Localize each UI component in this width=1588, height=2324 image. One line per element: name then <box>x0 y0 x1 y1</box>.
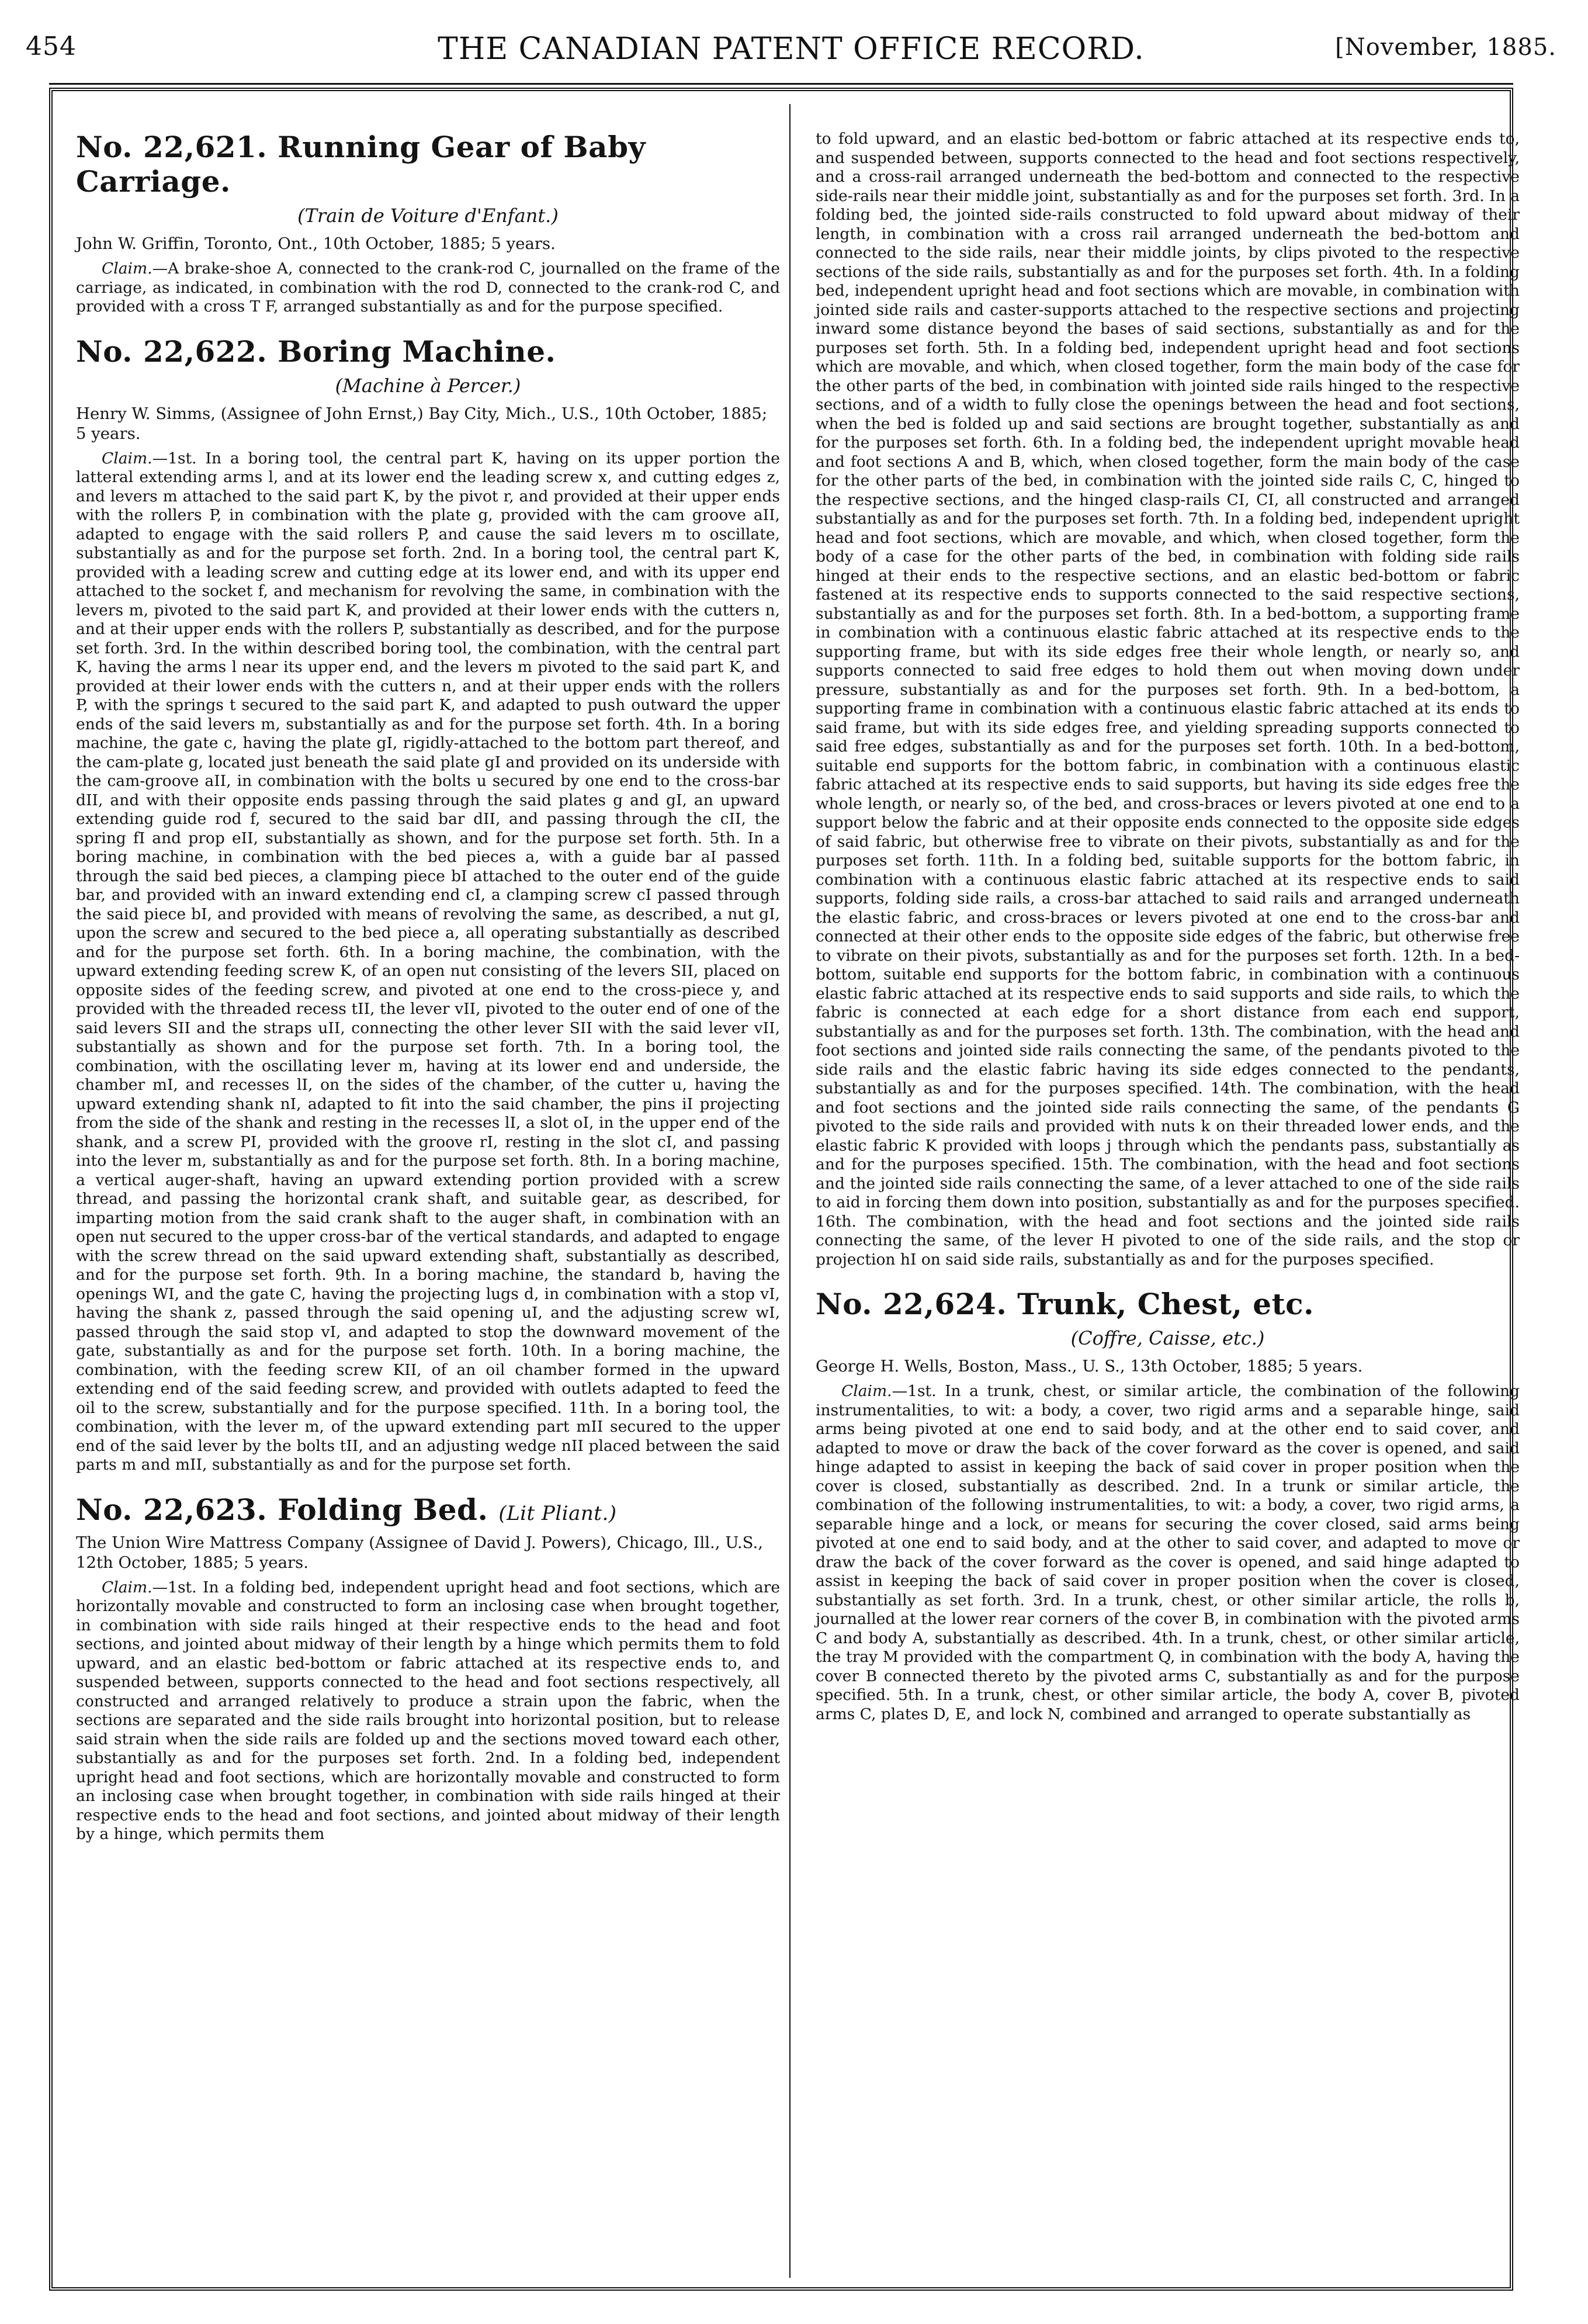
inventor-line: George H. Wells, Boston, Mass., U. S., 13th October, 1885; 5 years. <box>816 1357 1363 1376</box>
claim-continuation: to fold upward, and an elastic bed-bottom or fabric attached at its respective ends to, and suspended between, supports connected to the head and foot sections respectively, and a cross-rail arranged underneath the bed-bottom and connected to the respective side-rails near their middle joint, substantially as and for the purposes set forth. 3rd. In a folding bed, the jointed side-rails constructed to fold upward about midway of their length, in combination with a cross rail arranged underneath the bed-bottom and connected to the side rails, near their middle joints, by clips pivoted to the respective sections of the side rails, substantially as and for the purposes set forth. 4th. In a folding bed, independent upright head and foot sections which are movable, in combination with jointed side rails and caster-supports attached to the respective sections and projecting inward some distance beyond the bases of said sections, substantially as and for the purposes set forth. 5th. In a folding bed, independent upright head and foot sections which are movable, and which, when closed together, form the main body of the case for the other parts of the bed, in combination with jointed side rails hinged to the respective sections, and of a width to fully close the openings between the head and foot sections, when the bed is folded up and said sections are brought together, substantially as and for the purposes set forth. 6th. In a folding bed, the independent upright movable head and foot sections A and B, which, when closed together, form the main body of the case for the other parts of the bed, in combination with the jointed side rails C, C, hinged to the respective sections, and the hinged clasp-rails CI, CI, all constructed and arranged substantially as and for the purposes set forth. 7th. In a folding bed, independent upright head and foot sections, which are movable, and which, when closed together, form the body of a case for the other parts of the bed, in combination with folding side rails hinged at their ends to the respective sections, and an elastic bed-bottom or fabric fastened at its respective ends to supports connected to the said respective sections, substantially as and for the purposes set forth. 8th. In a bed-bottom, a supporting frame in combination with a continuous elastic fabric attached at its respective ends to the supporting frame, but with its side edges free their whole length, or nearly so, and supports connected to said free edges to hold them out when moving down under pressure, substantially as and for the purposes set forth. 9th. In a bed-bottom, a supporting frame in combination with a continuous elastic fabric attached at its ends to said frame, but with its side edges free, and yielding spreading supports connected to said free edges, substantially as and for the purposes set forth. 10th. In a bed-bottom, suitable end supports for the bottom fabric, in combination with a continuous elastic fabric attached at its respective ends to said supports, but having its side edges free the whole length, or nearly so, of the bed, and cross-braces or levers pivoted at one end to a support below the fabric and at their opposite ends connected to the opposite side edges of said fabric, but otherwise free to vibrate on their pivots, substantially as and for the purposes set forth. 11th. In a folding bed, suitable supports for the bottom fabric, in combination with a continuous elastic fabric attached at its respective ends to said supports, folding side rails, a cross-bar attached to said rails and arranged underneath the elastic fabric, and cross-braces or levers pivoted at one end to the cross-bar and connected at their other ends to the opposite side edges of the fabric, but otherwise free to vibrate on their pivots, substantially as and for the purposes set forth. 12th. In a bed-bottom, suitable end supports for the bottom fabric, in combination with a continuous elastic fabric attached at its respective ends to said supports and side rails, to which the fabric is connected at each edge for a short distance from each end support, substantially as and for the purposes set forth. 13th. The combination, with the head and foot sections and jointed side rails connecting the same, of the pendants pivoted to the side rails and the elastic fabric having its side edges connected to the pendants, substantially as and for the purposes specified. 14th. The combination, with the head and foot sections and the jointed side rails connecting the same, of the pendants G pivoted to the side rails and provided with nuts k on their threaded lower ends, and the elastic fabric K provided with loops j through which the pendants pass, substantially as and for the purposes specified. 15th. The combination, with the head and foot sections and the jointed side rails connecting the same, of a lever attached to one of the side rails to aid in forcing them down into position, substantially as and for the purposes specified. 16th. The combination, with the head and foot sections and the jointed side rails connecting the same, of the lever H pivoted to one of the side rails, and the stop or projection hI on said side rails, substantially as and for the purposes specified. <box>816 130 1520 1269</box>
patent-heading <box>76 1492 780 1527</box>
claim-body: —1st. In a boring tool, the central part K, having on its upper portion the latteral extending arms l, and at its lower end the leading screw x, and cutting edges z, and levers m attached to the said part K, by the pivot r, and provided at their upper ends with the rollers P, in combination with the plate g, provided with the cam groove aII, adapted to engage with the said rollers P, and cause the said levers m to oscillate, substantially as and for the purpose set forth. 2nd. In a boring tool, the central part K, provided with a leading screw and cutting edge at its lower end, and with its upper end attached to the socket f, and mechanism for revolving the same, in combination with the levers m, pivoted to the said part K, and provided at their lower ends with the cutters n, and at their upper ends with the rollers P, substantially as described, and for the purpose set forth. 3rd. In the within described boring tool, the combination, with the central part K, having the arms l near its upper end, and the levers m pivoted to the said part K, and provided at their lower ends with the cutters n, and at their upper ends with the rollers P, with the springs t secured to the said part K, and adapted to push outward the upper ends of the said levers m, substantially as and for the purpose set forth. 4th. In a boring machine, the gate c, having the plate gI, rigidly-attached to the bottom part thereof, and the cam-plate g, located just beneath the said plate gI and provided on its underside with the cam-groove aII, in combination with the bolts u secured by one end to the cross-bar dII, and with their opposite ends passing through the said plates g and gI, an upward extending guide rod f, secured to the said bar dII, and passing through the cII, the spring fI and prop eII, substantially as shown, and for the purpose set forth. 5th. In a boring machine, in combination with the bed pieces a, with a guide bar aI passed through the said bed pieces, a clamping piece bI attached to the outer end of the guide bar, and provided with an inward extending end cI, a clamping screw cI passed through the said piece bI, and provided with means of revolving the same, as described, a nut gI, upon the screw and secured to the bed piece a, all operating substantially as described and for the purpose set forth. 6th. In a boring machine, the combination, with the upward extending feeding screw K, of an open nut consisting of the levers SII, placed on opposite sides of the feeding screw, and pivoted at one end to the cross-piece y, and provided with the threaded recess tII, the lever vII, pivoted to the outer end of one of the said levers SII and the straps uII, connecting the other lever SII with the said lever vII, substantially as shown and for the purpose set forth. 7th. In a boring tool, the combination, with the oscillating lever m, having at its lower end and underside, the chamber mI, and recesses lI, on the sides of the chamber, of the cutter u, having the upward extending shank nI, adapted to fit into the said chamber, the pins iI projecting from the side of the shank and resting in the recesses lI, a slot oI, in the upper end of the shank, and a screw PI, provided with the groove rI, resting in the slot cI, and passing into the lever m, substantially as and for the purpose set forth. 8th. In a boring machine, a vertical auger-shaft, having an upward extending portion provided with a screw thread, and passing the horizontal crank shaft, and suitable gear, as described, for imparting motion from the said crank shaft to the auger shaft, in combination with an open nut secured to the upper cross-bar of the vertical standards, and adapted to engage with the screw thread on the said upward extending shaft, substantially as described, and for the purpose set forth. 9th. In a boring machine, the standard b, having the openings WI, and the gate C, having the projecting lugs d, in combination with a stop vI, having the shank z, passed through the said opening uI, and the adjusting screw wI, passed through the said stop vI, and adapted to stop the downward movement of the gate, substantially as and for the purpose set forth. 10th. In a boring machine, the combination, with the feeding screw KII, of an oil chamber formed in the upward extending end of the said feeding screw, and provided with outlets adapted to feed the oil to the screw, substantially and for the purpose specified. 11th. In a boring tool, the combination, with the lever m, of the upward extending part mII secured to the upper end of the said lever by the bolts tII, and an adjusting wedge nII placed between the said parts m and mII, substantially as and for the purpose set forth. <box>76 449 780 1474</box>
claim-text <box>816 1382 1520 1724</box>
header-rule <box>49 83 1513 85</box>
page-number: 454 <box>26 32 77 61</box>
claim-label: Claim. <box>841 1382 892 1400</box>
right-column <box>816 130 1520 1741</box>
inventor-line: John W. Griffin, Toronto, Ont., 10th October, 1885; 5 years. <box>76 234 556 253</box>
claim-label: Claim. <box>102 259 152 278</box>
claim-body: —1st. In a trunk, chest, or similar article, the combination of the following instrumentalities, to wit: a body, a cover, two rigid arms and a separable hinge, said arms being pivoted at one end to said body, and at the other end to said cover, and adapted to move or draw the back of the cover forward as the cover is opened, and said hinge adapted to assist in keeping the back of said cover in proper position when the cover is closed, substantially as described. 2nd. In a trunk or similar article, the combination of the following instrumentalities, to wit: a body, a cover, two rigid arms, a separable hinge and a lock, or means for securing the cover closed, said arms being pivoted at one end to said body, and at the other to said cover, and adapted to move or draw the back of the cover forward as the cover is opened, and said hinge adapted to assist in keeping the back of said cover in proper position when the cover is closed, substantially as set forth. 3rd. In a trunk, chest, or other similar article, the rolls b, journalled at the lower rear corners of the cover B, in combination with the pivoted arms C and body A, substantially as described. 4th. In a trunk, chest, or other similar article, the tray M provided with the compartment Q, in combination with the body A, having the cover B connected thereto by the pivoted arms C, substantially as and for the purpose specified. 5th. In a trunk, chest, or other similar article, the body A, cover B, pivoted arms C, plates D, E, and lock N, combined and arranged to operate substantially as <box>816 1382 1520 1723</box>
patent-heading: No. 22,624. Trunk, Chest, etc. <box>816 1287 1315 1321</box>
issue-date: [November, 1885. <box>1335 34 1556 61</box>
patent-entry-22624 <box>816 1287 1520 1724</box>
claim-text <box>76 259 780 317</box>
patent-heading: No. 22,622. Boring Machine. <box>76 334 556 369</box>
column-divider <box>789 104 790 2278</box>
patent-entry-22622 <box>76 334 780 1475</box>
claim-text <box>76 1578 780 1844</box>
claim-text <box>76 449 780 1475</box>
french-title: (Machine à Percer.) <box>335 374 521 397</box>
patent-entry-22621 <box>76 130 780 317</box>
inventor-line: The Union Wire Mattress Company (Assignee of David J. Powers), Chicago, Ill., U.S., 12th October, 1885; 5 years. <box>76 1533 764 1572</box>
patent-entry-22623 <box>76 1492 780 1844</box>
running-header <box>26 27 1556 68</box>
french-title: (Coffre, Caisse, etc.) <box>1070 1327 1265 1349</box>
claim-label: Claim. <box>102 1578 152 1596</box>
french-title-inline: (Lit Pliant.) <box>498 1501 617 1525</box>
patent-heading: No. 22,621. Running Gear of Baby Carriage. <box>76 130 646 199</box>
french-title: (Train de Voiture d'Enfant.) <box>297 205 559 227</box>
left-column <box>76 130 780 1862</box>
claim-label: Claim. <box>102 449 152 467</box>
inventor-line: Henry W. Simms, (Assignee of John Ernst,) Bay City, Mich., U.S., 10th October, 1885; 5 years. <box>76 404 768 443</box>
journal-title: THE CANADIAN PATENT OFFICE RECORD. <box>438 32 1145 67</box>
claim-body: —1st. In a folding bed, independent upright head and foot sections, which are horizontally movable and constructed to form an inclosing case when brought together, in combination with side rails hinged at their respective ends to the head and foot sections, and jointed about midway of their length by a hinge which permits them to fold upward, and an elastic bed-bottom or fabric attached at its respective ends to, and suspended between, supports connected to the head and foot sections respectively, all constructed and arranged relatively to produce a strain upon the fabric, when the sections are separated and the side rails brought into horizontal position, but to release said strain when the side rails are folded up and the sections moved toward each other, substantially as and for the purposes set forth. 2nd. In a folding bed, independent upright head and foot sections, which are horizontally movable and constructed to form an inclosing case when brought together, in combination with side rails hinged at their respective ends to the head and foot sections, and jointed about midway of their length by a hinge, which permits them <box>76 1578 780 1843</box>
claim-body: —A brake-shoe A, connected to the crank-rod C, journalled on the frame of the carriage, as indicated, in combination with the rod D, connected to the crank-rod C, and provided with a cross T F, arranged substantially as and for the purpose specified. <box>76 259 780 316</box>
patent-heading-text: No. 22,623. Folding Bed. <box>76 1492 488 1527</box>
